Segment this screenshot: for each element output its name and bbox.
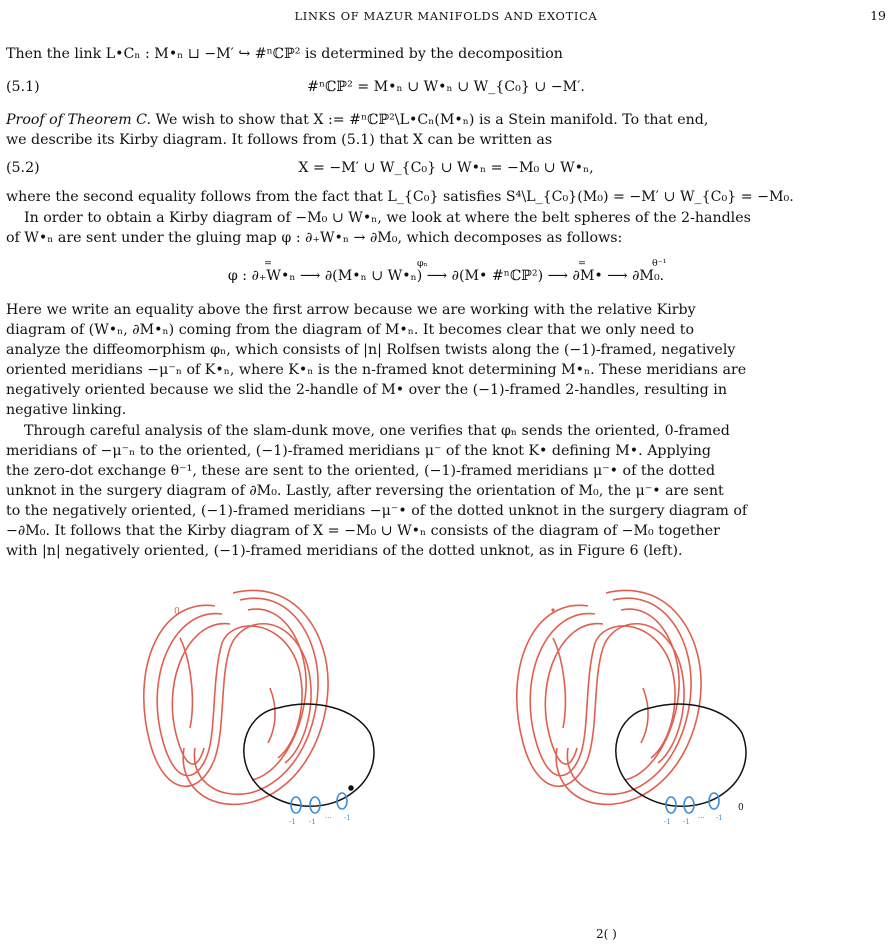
meridians-left xyxy=(291,793,347,813)
text-line: negative linking. xyxy=(6,402,127,418)
text-line: Here we write an equality above the first arrow because we are working with the relative Kirby xyxy=(6,302,696,318)
text-line: with |n| negatively oriented, (−1)-framed meridians of the dotted unknot, as in Figure 6 (left). xyxy=(6,543,683,559)
equation-number: (5.2) xyxy=(6,160,40,176)
running-title: LINKS OF MAZUR MANIFOLDS AND EXOTICA xyxy=(294,9,598,23)
dot-marker xyxy=(551,608,554,611)
meridian-label: -1 xyxy=(344,814,351,822)
text-line: In order to obtain a Kirby diagram of −M₀ ∪ W•ₙ, we look at where the belt spheres of the 2-handles xyxy=(24,210,751,226)
framing-label: 0 xyxy=(174,607,180,617)
text-line: to the negatively oriented, (−1)-framed meridians −μ⁻• of the dotted unknot in the surgery diagram of xyxy=(6,503,748,519)
proof-line xyxy=(6,110,886,130)
equation-body: φ : ∂₊W•ₙ ⟶ ∂(M•ₙ ∪ W•ₙ) ⟶ ∂(M• #ⁿℂℙ²) ⟶ ∂M• ⟶ ∂M₀. xyxy=(227,268,665,284)
meridian-label: -1 xyxy=(664,818,671,826)
text-line: where the second equality follows from the fact that L_{C₀} satisfies S⁴\L_{C₀}(M₀) = −M′ ∪ W_{C₀} = −M₀. xyxy=(6,189,794,205)
kirby-diagrams xyxy=(0,548,892,932)
meridian-label: -1 xyxy=(683,818,690,826)
kirby-diagram-right xyxy=(517,590,746,826)
caption-fragment: 2( ) xyxy=(596,927,617,941)
text-line: diagram of (W•ₙ, ∂M•ₙ) coming from the diagram of M•ₙ. It becomes clear that we only need to xyxy=(6,322,695,338)
running-header xyxy=(0,6,892,24)
kirby-diagram-left xyxy=(144,590,374,826)
proof-text: We wish to show that X := #ⁿℂℙ²\L•Cₙ(M•ₙ) is a Stein manifold. To that end, xyxy=(151,112,709,128)
meridian-label: ··· xyxy=(698,814,705,822)
figure-6 xyxy=(0,548,892,941)
meridian-label: -1 xyxy=(289,818,296,826)
framing-label: 0 xyxy=(738,803,744,813)
text-line: Through careful analysis of the slam-dunk move, one verifies that φₙ sends the oriented, 0-framed xyxy=(24,423,730,439)
arrow-label: = xyxy=(264,258,272,269)
equation-body: X = −M′ ∪ W_{C₀} ∪ W•ₙ = −M₀ ∪ W•ₙ, xyxy=(298,160,594,176)
equation-body: #ⁿℂℙ² = M•ₙ ∪ W•ₙ ∪ W_{C₀} ∪ −M′. xyxy=(307,79,585,95)
proof-heading: Proof of Theorem C. xyxy=(6,112,152,128)
text-line: we describe its Kirby diagram. It follows from (5.1) that X can be written as xyxy=(6,132,553,148)
arrow-label: = xyxy=(578,258,586,269)
meridian-label: -1 xyxy=(309,818,316,826)
knot-left xyxy=(144,590,328,804)
text-line: of W•ₙ are sent under the gluing map φ : ∂₊W•ₙ → ∂M₀, which decomposes as follows: xyxy=(6,230,623,246)
page-number: 19 xyxy=(870,8,886,23)
knot-right xyxy=(517,590,701,804)
meridian-label: -1 xyxy=(716,814,723,822)
text-line: analyze the diffeomorphism φₙ, which consists of |n| Rolfsen twists along the (−1)-framed, negatively xyxy=(6,342,736,358)
equation-number: (5.1) xyxy=(6,79,40,95)
meridian-label: ··· xyxy=(325,814,332,822)
text-line: oriented meridians −μ⁻ₙ of K•ₙ, where K•ₙ is the n-framed knot determining M•ₙ. These meridians are xyxy=(6,362,747,378)
meridian-labels-right xyxy=(664,814,723,826)
text-line: negatively oriented because we slid the 2-handle of M• over the (−1)-framed 2-handles, resulting in xyxy=(6,382,727,398)
arrow-label: φₙ xyxy=(417,258,428,269)
text-line: the zero-dot exchange θ⁻¹, these are sent to the oriented, (−1)-framed meridians μ⁻• of the dotted xyxy=(6,463,716,479)
text-line: Then the link L•Cₙ : M•ₙ ⊔ −M′ ↪ #ⁿℂℙ² is determined by the decomposition xyxy=(6,46,563,62)
meridian-labels-left xyxy=(289,814,351,826)
text-line: unknot in the surgery diagram of ∂M₀. Lastly, after reversing the orientation of M₀, the μ⁻• are sent xyxy=(6,483,724,499)
meridians-right xyxy=(666,793,719,813)
text-line: meridians of −μ⁻ₙ to the oriented, (−1)-framed meridians μ⁻ of the knot K• defining M•. Applying xyxy=(6,443,711,459)
text-line: −∂M₀. It follows that the Kirby diagram of X = −M₀ ∪ W•ₙ consists of the diagram of −M₀ together xyxy=(6,523,720,539)
arrow-label: θ⁻¹ xyxy=(652,258,667,269)
